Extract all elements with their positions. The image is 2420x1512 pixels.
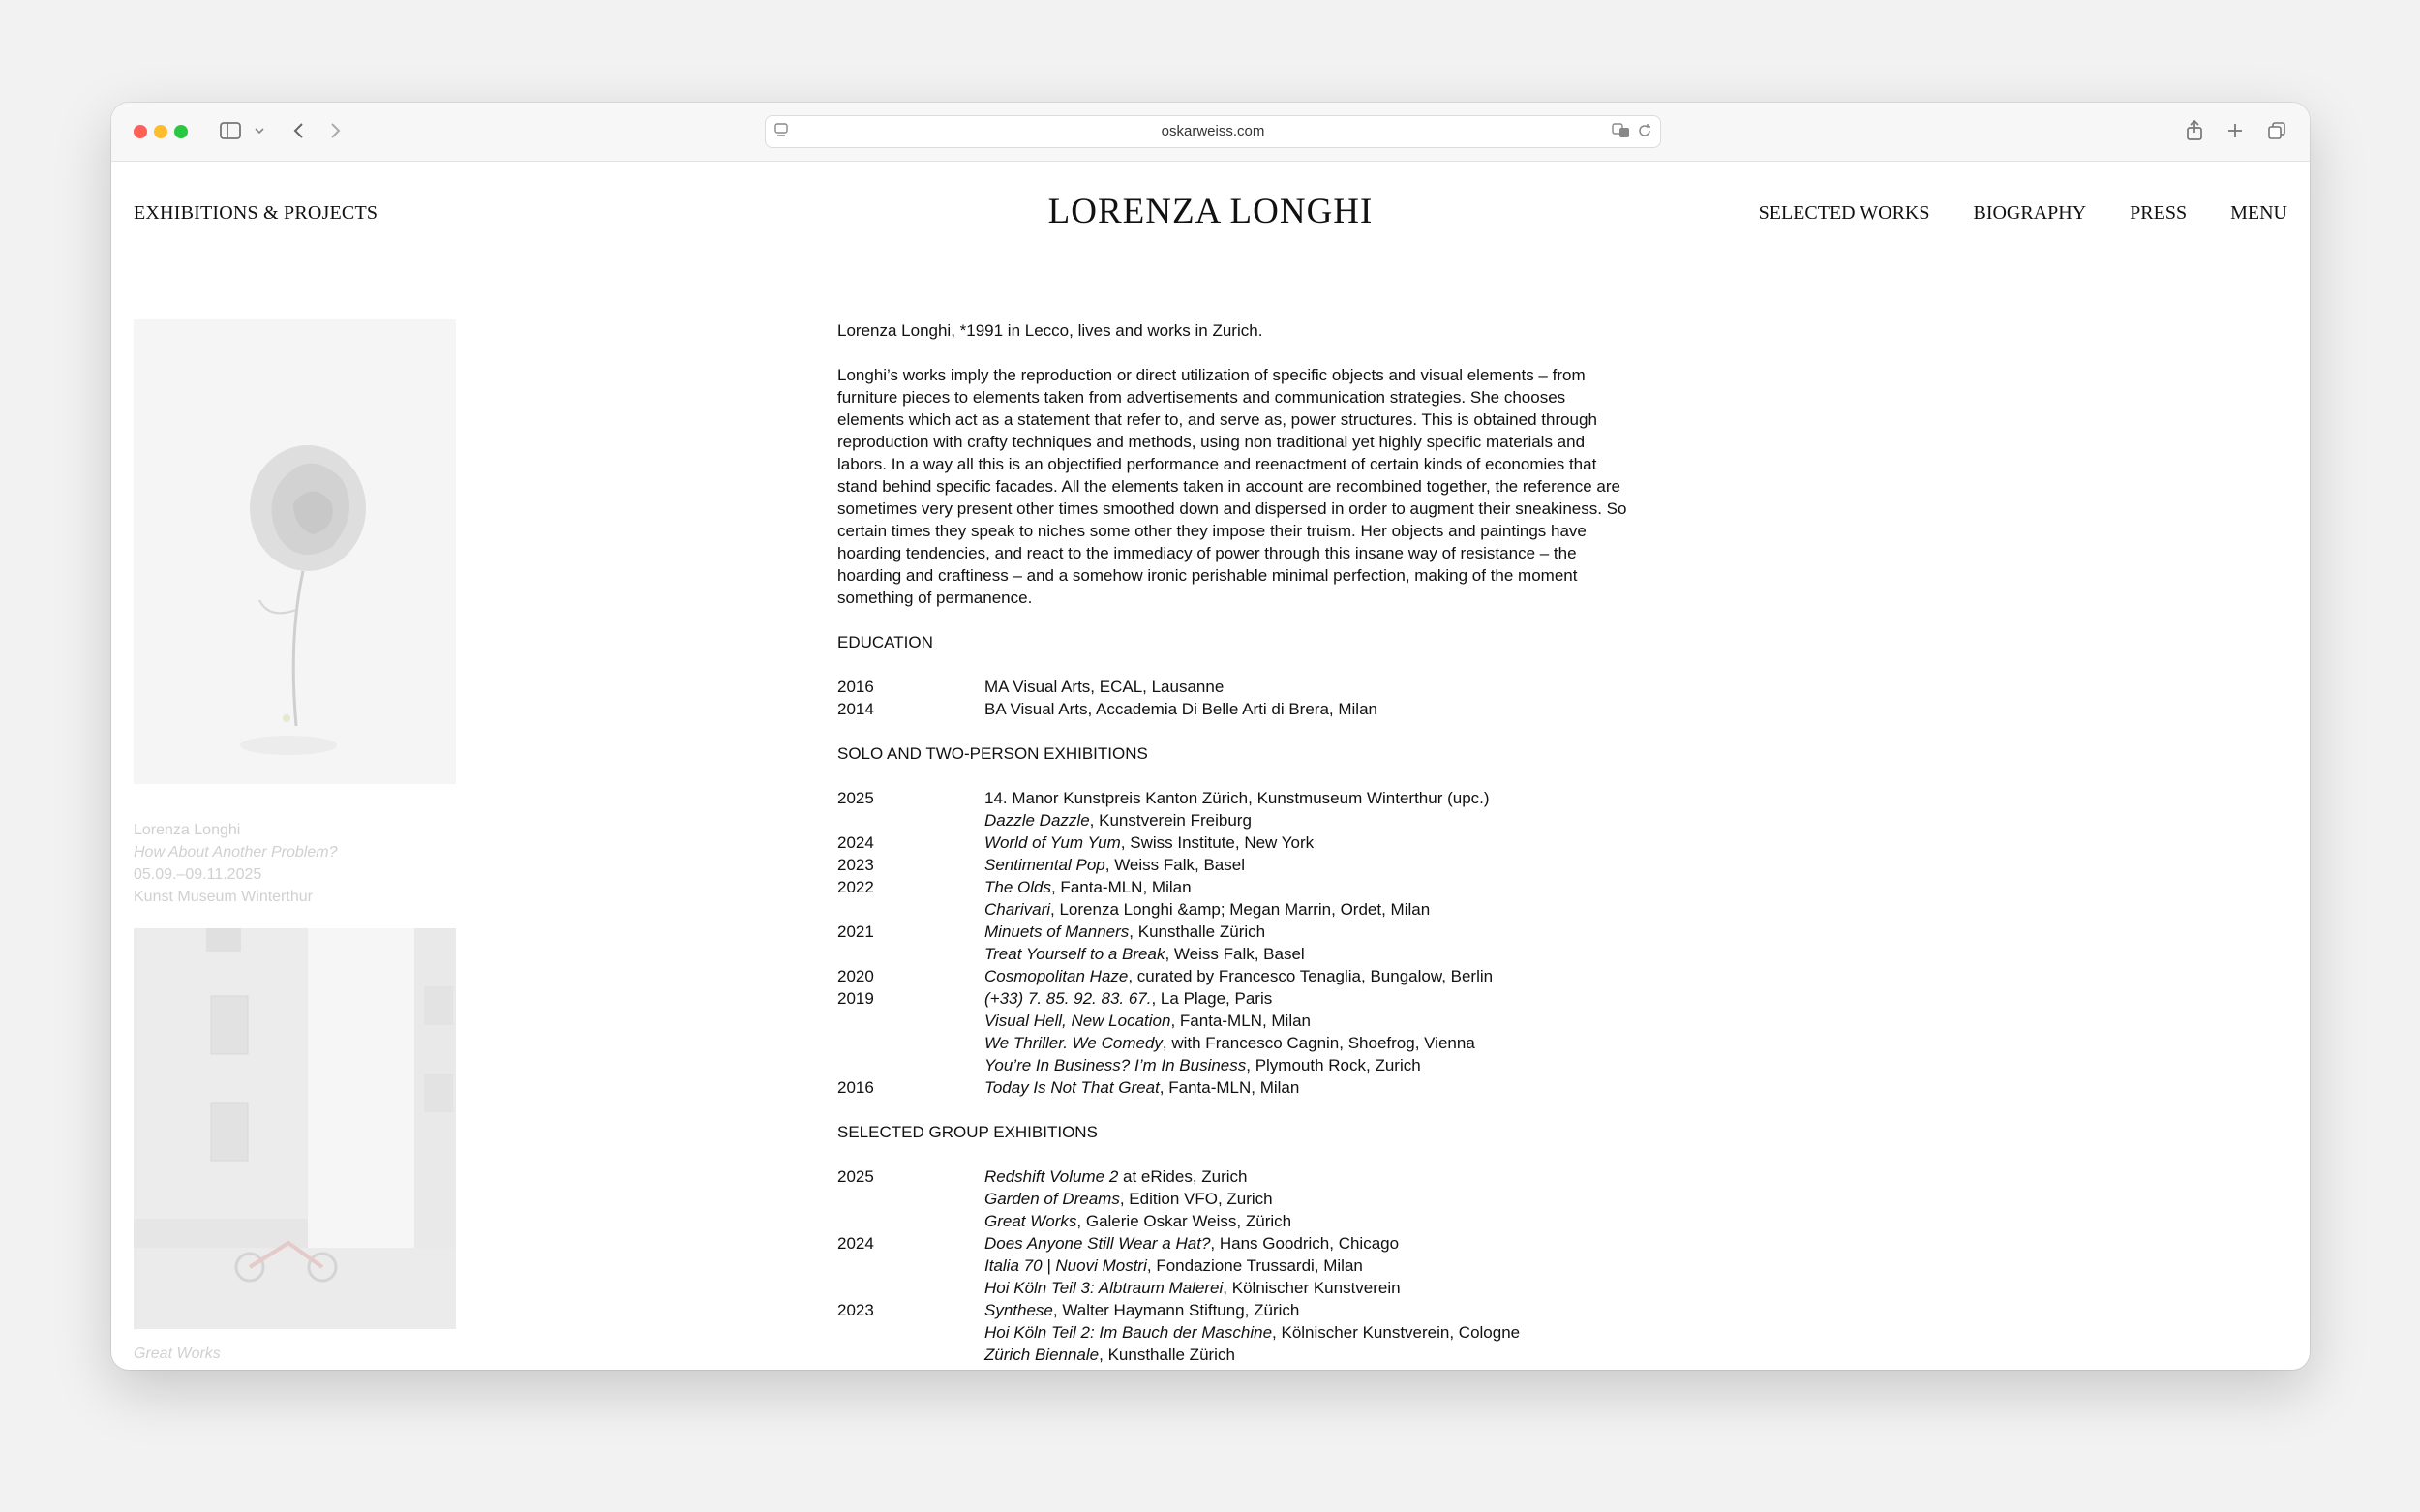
nav-press[interactable]: PRESS bbox=[2130, 202, 2188, 224]
tab-overview-icon[interactable] bbox=[2265, 116, 2288, 145]
solo-exhibition-row bbox=[837, 854, 1631, 876]
artwork-caption bbox=[134, 819, 337, 908]
group-exhibition-entry bbox=[984, 1344, 1631, 1366]
group-exhibition-details: , Fondazione Trussardi, Milan bbox=[1146, 1256, 1363, 1275]
solo-exhibition-row bbox=[837, 809, 1631, 832]
solo-exhibition-year bbox=[837, 1032, 984, 1054]
solo-exhibition-title: (+33) 7. 85. 92. 83. 67. bbox=[984, 989, 1152, 1008]
site-title[interactable]: LORENZA LONGHI bbox=[1047, 192, 1374, 231]
group-exhibition-row bbox=[837, 1232, 1631, 1255]
close-window-button[interactable] bbox=[134, 125, 147, 138]
share-icon[interactable] bbox=[2183, 116, 2206, 145]
solo-exhibition-row bbox=[837, 965, 1631, 987]
solo-exhibition-entry bbox=[984, 1010, 1631, 1032]
artwork-caption-2 bbox=[134, 1343, 221, 1365]
education-heading: EDUCATION bbox=[837, 633, 933, 651]
solo-exhibition-year: 2021 bbox=[837, 922, 874, 941]
solo-exhibition-details: , Fanta-MLN, Milan bbox=[1170, 1012, 1312, 1030]
solo-exhibition-row bbox=[837, 1010, 1631, 1032]
solo-exhibition-entry bbox=[984, 965, 1631, 987]
solo-exhibition-year: 2025 bbox=[837, 789, 874, 807]
web-page bbox=[111, 162, 2310, 1370]
group-exhibition-title: Garden of Dreams bbox=[984, 1190, 1120, 1208]
group-exhibition-year: 2023 bbox=[837, 1301, 874, 1319]
solo-exhibition-year: 2024 bbox=[837, 833, 874, 852]
minimize-window-button[interactable] bbox=[154, 125, 167, 138]
chevron-down-icon[interactable] bbox=[253, 116, 266, 145]
new-tab-icon[interactable] bbox=[2223, 116, 2247, 145]
reload-icon[interactable] bbox=[1637, 122, 1652, 143]
group-exhibition-entry bbox=[984, 1232, 1631, 1255]
solo-exhibition-year bbox=[837, 943, 984, 965]
group-exhibition-year bbox=[837, 1210, 984, 1232]
caption-venue: Kunst Museum Winterthur bbox=[134, 889, 313, 905]
solo-exhibition-entry bbox=[984, 854, 1631, 876]
group-exhibition-title: Does Anyone Still Wear a Hat? bbox=[984, 1234, 1211, 1253]
education-row bbox=[837, 698, 1631, 720]
group-exhibition-details: , Galerie Oskar Weiss, Zürich bbox=[1076, 1212, 1292, 1230]
group-exhibition-details: , Walter Haymann Stiftung, Zürich bbox=[1052, 1301, 1300, 1319]
solo-exhibition-year: 2019 bbox=[837, 989, 874, 1008]
group-exhibition-row bbox=[837, 1277, 1631, 1299]
education-list bbox=[837, 676, 1631, 720]
forward-icon[interactable] bbox=[326, 116, 346, 145]
solo-exhibition-year: 2023 bbox=[837, 856, 874, 874]
solo-exhibition-details: , Weiss Falk, Basel bbox=[1104, 856, 1245, 874]
group-exhibition-year bbox=[837, 1277, 984, 1299]
solo-exhibition-row bbox=[837, 1076, 1631, 1099]
solo-exhibition-title: The Olds bbox=[984, 878, 1051, 896]
address-bar[interactable] bbox=[765, 115, 1661, 148]
solo-exhibition-entry bbox=[984, 1054, 1631, 1076]
group-exhibition-row bbox=[837, 1344, 1631, 1366]
url-text: oskarweiss.com bbox=[1161, 123, 1265, 139]
solo-exhibition-row bbox=[837, 1054, 1631, 1076]
caption-artist: Lorenza Longhi bbox=[134, 822, 241, 838]
caption-dates: 05.09.–09.11.2025 bbox=[134, 866, 262, 883]
solo-exhibition-details: , La Plage, Paris bbox=[1151, 989, 1273, 1008]
solo-exhibition-entry bbox=[984, 787, 1631, 809]
solo-exhibition-details: , curated by Francesco Tenaglia, Bungalow, Berlin bbox=[1128, 967, 1494, 985]
solo-exhibitions-heading: SOLO AND TWO-PERSON EXHIBITIONS bbox=[837, 744, 1148, 763]
group-exhibitions-heading: SELECTED GROUP EXHIBITIONS bbox=[837, 1123, 1098, 1141]
solo-exhibition-title: Sentimental Pop bbox=[984, 856, 1105, 874]
group-exhibition-details: , Kölnischer Kunstverein, Cologne bbox=[1272, 1323, 1521, 1342]
solo-exhibition-title: Visual Hell, New Location bbox=[984, 1012, 1171, 1030]
group-exhibition-year bbox=[837, 1344, 984, 1366]
group-exhibition-title: Hoi Köln Teil 3: Albtraum Malerei bbox=[984, 1279, 1224, 1297]
solo-exhibition-row bbox=[837, 787, 1631, 809]
solo-exhibition-details: , Lorenza Longhi &amp; Megan Marrin, Ordet, Milan bbox=[1050, 900, 1431, 919]
browser-window bbox=[111, 103, 2310, 1370]
solo-exhibition-entry bbox=[984, 832, 1631, 854]
education-year: 2016 bbox=[837, 678, 874, 696]
solo-exhibition-year bbox=[837, 898, 984, 921]
group-exhibition-row bbox=[837, 1165, 1631, 1188]
solo-exhibition-title: Treat Yourself to a Break bbox=[984, 945, 1165, 963]
group-exhibition-details: , Kunsthalle Zürich bbox=[1099, 1346, 1235, 1364]
solo-exhibition-row bbox=[837, 943, 1631, 965]
group-exhibition-details: at eRides, Zurich bbox=[1118, 1167, 1248, 1186]
solo-exhibition-title: Dazzle Dazzle bbox=[984, 811, 1090, 830]
group-exhibition-entry bbox=[984, 1277, 1631, 1299]
group-exhibition-details: , Kölnischer Kunstverein bbox=[1223, 1279, 1401, 1297]
group-exhibition-entry bbox=[984, 1321, 1631, 1344]
solo-exhibition-entry bbox=[984, 921, 1631, 943]
bio-text: Longhi’s works imply the reproduction or direct utilization of specific objects and visual elements – from furniture pieces to elements taken from advertisements and communication strategies. She chooses elements which act as a statement that refer to, and serve as, power structures. This is obtained through reproduction with crafty techniques and methods, using non traditional yet highly specific materials and labors. In a way all this is an objectified performance and reenactment of certain kinds of economies that stand behind specific facades. All the elements taken in account are recombined together, the reference are sometimes very present other times smoothed down and dispersed in order to augment their sneakiness. So certain times they speak to niches some other they impose their truism. Her objects and paintings have hoarding tendencies, and react to the immediacy of power through this insane way of resistance – the hoarding and craftiness – and a somehow ironic perishable minimal perfection, making of the moment something of permanence. bbox=[837, 366, 1627, 607]
solo-exhibition-entry bbox=[984, 943, 1631, 965]
education-year: 2014 bbox=[837, 700, 874, 718]
solo-exhibition-row bbox=[837, 898, 1631, 921]
solo-exhibition-year: 2020 bbox=[837, 967, 874, 985]
biography-content bbox=[837, 319, 1631, 1366]
solo-exhibition-row bbox=[837, 832, 1631, 854]
group-exhibition-year: 2024 bbox=[837, 1234, 874, 1253]
nav-menu[interactable]: MENU bbox=[2230, 202, 2287, 224]
solo-exhibition-entry bbox=[984, 809, 1631, 832]
solo-exhibition-details: , Plymouth Rock, Zurich bbox=[1246, 1056, 1421, 1074]
solo-exhibition-title: Charivari bbox=[984, 900, 1051, 919]
group-exhibition-entry bbox=[984, 1210, 1631, 1232]
group-exhibition-row bbox=[837, 1210, 1631, 1232]
solo-exhibition-year bbox=[837, 1010, 984, 1032]
group-exhibition-title: Hoi Köln Teil 2: Im Bauch der Maschine bbox=[984, 1323, 1273, 1342]
solo-exhibition-row bbox=[837, 921, 1631, 943]
solo-exhibition-row bbox=[837, 987, 1631, 1010]
group-exhibition-title: Redshift Volume 2 bbox=[984, 1167, 1119, 1186]
education-row bbox=[837, 676, 1631, 698]
group-exhibition-row bbox=[837, 1321, 1631, 1344]
solo-exhibition-entry bbox=[984, 898, 1631, 921]
group-exhibition-entry bbox=[984, 1165, 1631, 1188]
solo-exhibition-year: 2022 bbox=[837, 878, 874, 896]
nav-selected-works[interactable]: SELECTED WORKS bbox=[1758, 202, 1930, 224]
group-exhibition-year bbox=[837, 1188, 984, 1210]
sidebar-toggle-icon[interactable] bbox=[218, 116, 243, 145]
solo-exhibition-year bbox=[837, 1054, 984, 1076]
solo-exhibition-details: , Fanta-MLN, Milan bbox=[1050, 878, 1192, 896]
bio-intro: Lorenza Longhi, *1991 in Lecco, lives and works in Zurich. bbox=[837, 321, 1263, 340]
group-exhibition-entry bbox=[984, 1255, 1631, 1277]
browser-toolbar bbox=[111, 103, 2310, 162]
nav-exhibitions-projects[interactable]: EXHIBITIONS & PROJECTS bbox=[134, 202, 378, 224]
solo-exhibition-details: , Weiss Falk, Basel bbox=[1165, 945, 1305, 963]
solo-exhibition-year bbox=[837, 809, 984, 832]
solo-exhibition-entry bbox=[984, 987, 1631, 1010]
translate-icon[interactable] bbox=[1612, 122, 1631, 143]
group-exhibition-title: Italia 70 | Nuovi Mostri bbox=[984, 1256, 1147, 1275]
group-exhibition-entry bbox=[984, 1299, 1631, 1321]
solo-exhibition-title: World of Yum Yum bbox=[984, 833, 1121, 852]
back-icon[interactable] bbox=[288, 116, 308, 145]
group-exhibition-row bbox=[837, 1299, 1631, 1321]
nav-biography[interactable]: BIOGRAPHY bbox=[1973, 202, 2087, 224]
solo-exhibition-entry bbox=[984, 1032, 1631, 1054]
solo-exhibition-details: , Swiss Institute, New York bbox=[1120, 833, 1315, 852]
group-exhibition-year: 2025 bbox=[837, 1167, 874, 1186]
solo-exhibition-row bbox=[837, 1032, 1631, 1054]
group-exhibition-title: Synthese bbox=[984, 1301, 1053, 1319]
caption-title[interactable]: How About Another Problem? bbox=[134, 844, 338, 861]
solo-exhibition-title: Today Is Not That Great bbox=[984, 1078, 1160, 1097]
solo-exhibition-details: , Kunsthalle Zürich bbox=[1129, 922, 1266, 941]
solo-exhibition-entry bbox=[984, 1076, 1631, 1099]
artwork-image-building[interactable] bbox=[134, 928, 456, 1329]
solo-exhibition-details: , Fanta-MLN, Milan bbox=[1159, 1078, 1300, 1097]
solo-exhibition-row bbox=[837, 876, 1631, 898]
solo-exhibitions-list bbox=[837, 787, 1631, 1099]
solo-exhibition-title: Cosmopolitan Haze bbox=[984, 967, 1129, 985]
group-exhibition-year bbox=[837, 1255, 984, 1277]
solo-exhibition-details: 14. Manor Kunstpreis Kanton Zürich, Kunstmuseum Winterthur (upc.) bbox=[984, 789, 1490, 807]
group-exhibition-title: Great Works bbox=[984, 1212, 1077, 1230]
solo-exhibition-entry bbox=[984, 876, 1631, 898]
solo-exhibition-details: , with Francesco Cagnin, Shoefrog, Vienna bbox=[1162, 1034, 1475, 1052]
group-exhibition-details: , Hans Goodrich, Chicago bbox=[1210, 1234, 1400, 1253]
group-exhibitions-list bbox=[837, 1165, 1631, 1366]
group-exhibition-title: Zürich Biennale bbox=[984, 1346, 1100, 1364]
group-exhibition-details: , Edition VFO, Zurich bbox=[1119, 1190, 1273, 1208]
solo-exhibition-details: , Kunstverein Freiburg bbox=[1089, 811, 1252, 830]
education-entry: BA Visual Arts, Accademia Di Belle Arti di Brera, Milan bbox=[984, 700, 1377, 718]
caption-title-2[interactable]: Great Works bbox=[134, 1346, 221, 1362]
artwork-image-rose[interactable] bbox=[134, 319, 456, 784]
solo-exhibition-year: 2016 bbox=[837, 1078, 874, 1097]
main-nav bbox=[1759, 202, 2287, 225]
education-entry: MA Visual Arts, ECAL, Lausanne bbox=[984, 678, 1225, 696]
zoom-window-button[interactable] bbox=[174, 125, 188, 138]
group-exhibition-row bbox=[837, 1188, 1631, 1210]
solo-exhibition-title: We Thriller. We Comedy bbox=[984, 1034, 1163, 1052]
solo-exhibition-title: Minuets of Manners bbox=[984, 922, 1130, 941]
group-exhibition-row bbox=[837, 1255, 1631, 1277]
solo-exhibition-title: You’re In Business? I’m In Business bbox=[984, 1056, 1247, 1074]
group-exhibition-entry bbox=[984, 1188, 1631, 1210]
group-exhibition-year bbox=[837, 1321, 984, 1344]
